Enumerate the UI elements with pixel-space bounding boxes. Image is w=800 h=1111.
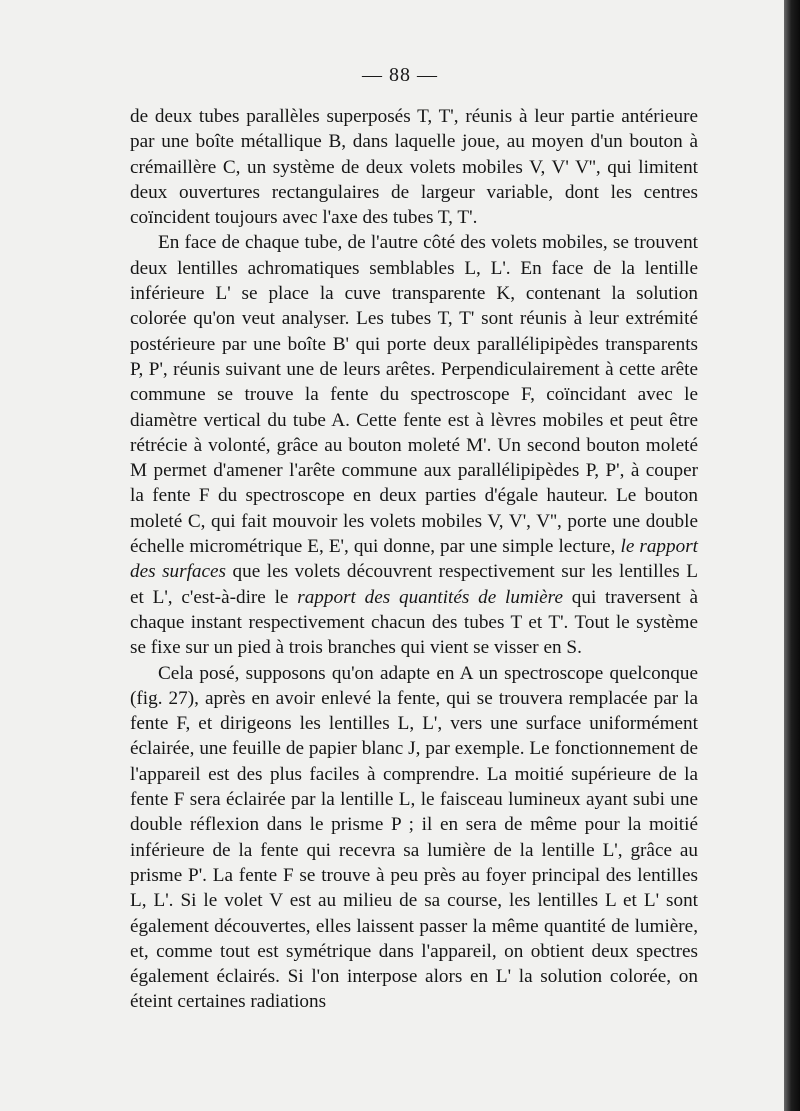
paragraph xyxy=(130,104,698,230)
page-edge-shadow xyxy=(784,0,800,1111)
paragraph xyxy=(130,661,698,1015)
page-number: — 88 — xyxy=(362,64,438,86)
italic-phrase: le rapport des surfaces xyxy=(130,536,698,583)
paragraph xyxy=(130,230,698,660)
paragraph-text: En face de chaque tube, de l'autre côté des volets mobiles, se trouvent deux lentilles achromatiques semblables L, L'. En face de la lentille inférieure L' se place la cuve transparente K, contenant la solution colorée qu'on veut analyser. Les tubes T, T' sont réunis à leur extrémité postérieure par une boîte B' qui porte deux parallélipipèdes transparents P, P', réunis suivant une de leurs arêtes. Perpendiculairement à cette arête commune se trouve la fente du spectroscope F, coïncidant avec le diamètre vertical du tube A. Cette fente est à lèvres mobiles et peut être rétrécie à volonté, grâce au bouton moleté M'. Un second bouton moleté M permet d'amener l'arête commune aux parallélipipèdes P, P', à couper la fente F du spectroscope en deux parties d'égale hauteur. Le bouton moleté C, qui fait mouvoir les volets mobiles V, V', V'', porte une double échelle micrométrique E, E', qui donne, par une simple lecture, xyxy=(130,232,698,558)
body-text xyxy=(130,104,698,1015)
paragraph-text: de deux tubes parallèles superposés T, T', réunis à leur partie antérieure par une boîte métallique B, dans laquelle joue, au moyen d'un bouton à crémaillère C, un système de deux volets mobiles V, V' V'', qui limitent deux ouvertures rectangulaires de largeur variable, dont les centres coïncident toujours avec l'axe des tubes T, T'. xyxy=(130,106,698,229)
paragraph-text: Cela posé, supposons qu'on adapte en A un spectroscope quelconque (fig. 27), après en avoir enlevé la fente, qui se trouvera remplacée par la fente F, et dirigeons les lentilles L, L', vers une surface uniformément éclairée, une feuille de papier blanc J, par exemple. Le fonctionnement de l'appareil est des plus faciles à comprendre. La moitié supérieure de la fente F sera éclairée par la lentille L, le faisceau lumineux ayant subi une double réflexion dans le prisme P ; il en sera de même pour la moitié inférieure de la fente qui recevra sa lumière de la lentille L', grâce au prisme P'. La fente F se trouve à peu près au foyer principal des lentilles L, L'. Si le volet V est au milieu de sa course, les lentilles L et L' sont également découvertes, elles laissent passer la même quantité de lumière, et, comme tout est symétrique dans l'appareil, on obtient deux spectres également éclairés. Si l'on interpose alors en L' la solution colorée, on éteint certaines radiations xyxy=(130,662,698,1013)
paragraph-text: que les volets découvrent respectivement sur les lentilles L et L', c'est-à-dire le xyxy=(130,561,698,608)
paragraph-text: qui traversent à chaque instant respectivement chacun des tubes T et T'. Tout le système se fixe sur un pied à trois branches qui vient se visser en S. xyxy=(130,586,699,659)
italic-phrase: rapport des quantités de lumière xyxy=(297,586,563,608)
